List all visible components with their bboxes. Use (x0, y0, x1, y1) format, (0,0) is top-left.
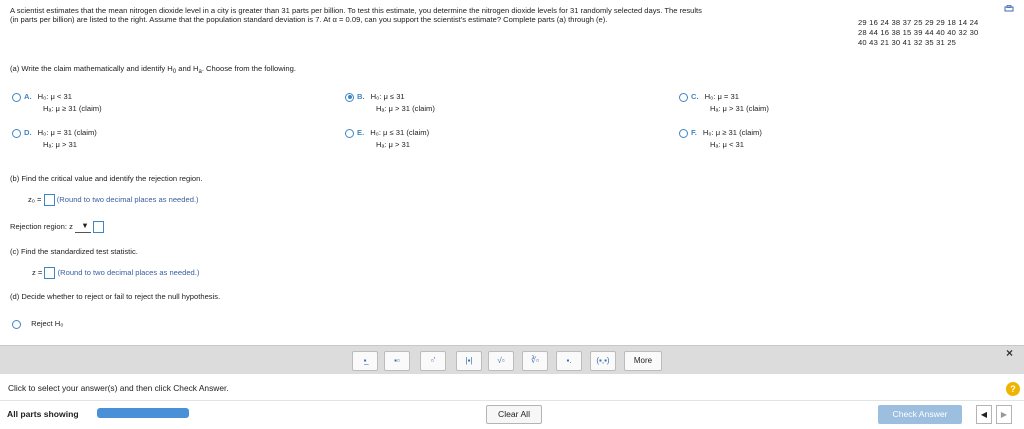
toolbar-nthroot-button[interactable]: ∛▫ (522, 351, 548, 371)
option-c[interactable]: C. H₀: μ = 31 Hₐ: μ > 31 (claim) (679, 91, 769, 115)
problem-line-1: A scientist estimates that the mean nitrogen dioxide level in a city is greater than 31 parts per billion. To test this estimate, you determine the nitrogen dioxide levels for 31 randomly selected days. The results (10, 6, 702, 15)
all-parts-label: All parts showing (7, 409, 79, 419)
rejection-value-input[interactable] (93, 221, 104, 233)
option-b[interactable]: B. H₀: μ ≤ 31 Hₐ: μ > 31 (claim) (345, 91, 435, 115)
radio-d[interactable] (12, 129, 21, 138)
option-reject[interactable] (12, 318, 63, 330)
z0-hint: (Round to two decimal places as needed.) (56, 195, 199, 204)
toolbar-exponent-button[interactable]: ▫' (420, 351, 446, 371)
option-a[interactable]: A. H₀: μ < 31 Hₐ: μ ≥ 31 (claim) (12, 91, 102, 115)
option-e[interactable]: E. H₀: μ ≤ 31 (claim) Hₐ: μ > 31 (345, 127, 429, 151)
reject-label: Reject H₀ (31, 319, 64, 328)
progress-bar (97, 408, 189, 418)
toolbar-more-button[interactable]: More (624, 351, 662, 371)
radio-c[interactable] (679, 93, 688, 102)
toolbar-abs-button[interactable]: |▪| (456, 351, 482, 371)
part-c-prompt: (c) Find the standardized test statistic. (10, 247, 138, 256)
clear-all-button[interactable]: Clear All (486, 405, 542, 424)
rejection-region-label: Rejection region: z (10, 222, 73, 231)
z-label: z = (32, 268, 43, 277)
print-icon[interactable] (1004, 5, 1014, 13)
toolbar-interval-button[interactable]: (▪,▪) (590, 351, 616, 371)
close-icon[interactable]: × (1006, 346, 1014, 360)
data-table (858, 18, 1018, 48)
check-answer-button[interactable]: Check Answer (878, 405, 962, 424)
data-row: 40 43 21 30 41 32 35 31 25 (858, 38, 957, 47)
toolbar-decimal-button[interactable]: ▪. (556, 351, 582, 371)
z-input[interactable] (44, 267, 55, 279)
z0-row (28, 194, 199, 206)
data-row: 29 16 24 38 37 25 29 29 18 14 24 (858, 18, 979, 27)
radio-b-selected[interactable] (345, 93, 354, 102)
option-f[interactable]: F. H₀: μ ≥ 31 (claim) Hₐ: μ < 31 (679, 127, 762, 151)
toolbar-sqrt-button[interactable]: √▫ (488, 351, 514, 371)
prev-button[interactable]: ◀ (976, 405, 992, 424)
z0-label: z₀ = (28, 195, 42, 204)
toolbar-mixed-button[interactable]: ▪▫ (384, 351, 410, 371)
chevron-down-icon: ▼ (81, 221, 89, 230)
z-row (32, 267, 199, 279)
part-d-prompt: (d) Decide whether to reject or fail to reject the null hypothesis. (10, 292, 221, 301)
part-b-prompt: (b) Find the critical value and identify the rejection region. (10, 174, 203, 183)
z0-input[interactable] (44, 194, 55, 206)
rejection-region-row (10, 221, 104, 233)
help-icon[interactable]: ? (1006, 382, 1020, 396)
data-row: 28 44 16 38 15 39 44 40 40 32 30 (858, 28, 979, 37)
z-hint: (Round to two decimal places as needed.) (57, 268, 200, 277)
math-toolbar (0, 345, 1024, 374)
radio-a[interactable] (12, 93, 21, 102)
toolbar-fraction-button[interactable]: ▪̲ (352, 351, 378, 371)
status-message: Click to select your answer(s) and then click Check Answer. (8, 383, 229, 393)
radio-f[interactable] (679, 129, 688, 138)
radio-reject[interactable] (12, 320, 21, 329)
option-d[interactable]: D. H₀: μ = 31 (claim) Hₐ: μ > 31 (12, 127, 97, 151)
part-a-prompt: (a) Write the claim mathematically and identify $H_0$ and $H_a$. Choose from the following. (10, 64, 296, 75)
radio-e[interactable] (345, 129, 354, 138)
next-button[interactable]: ▶ (996, 405, 1012, 424)
problem-line-2: (in parts per billion) are listed to the right. Assume that the population standard deviation is 7. At α = 0.09, can you support the scientist's estimate? Complete parts (a) through (e). (10, 15, 608, 24)
problem-statement (10, 6, 840, 24)
inequality-dropdown[interactable] (75, 221, 91, 233)
